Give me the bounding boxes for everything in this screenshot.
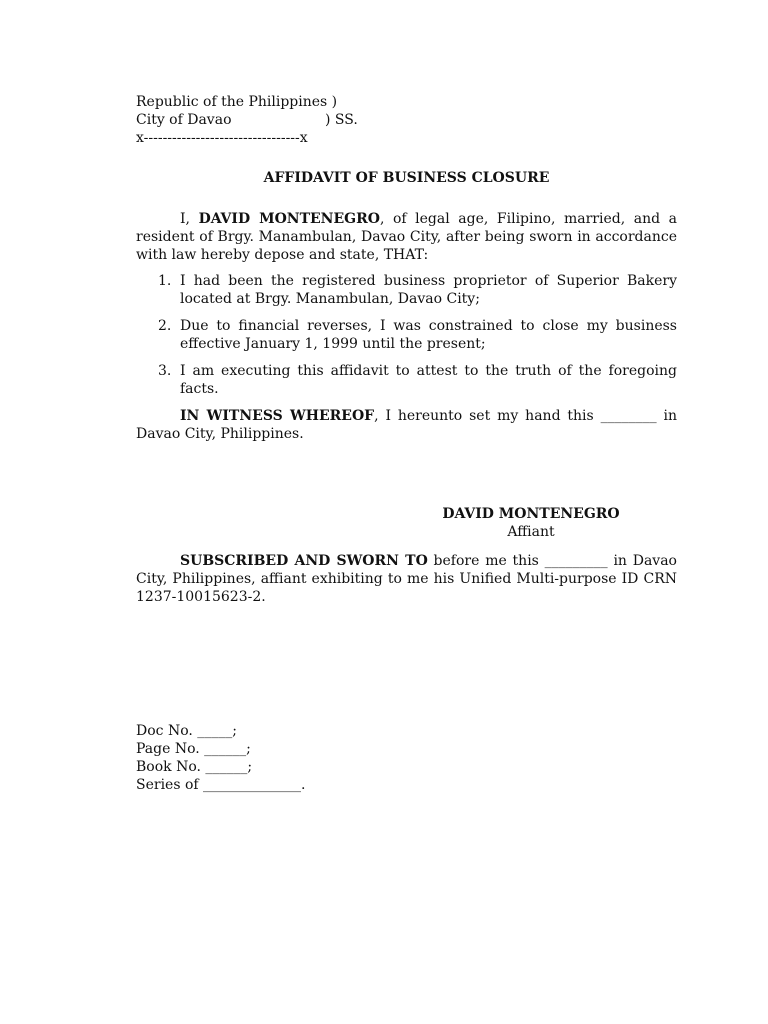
witness-heading: IN WITNESS WHEREOF xyxy=(180,408,375,424)
intro-paragraph xyxy=(136,210,677,264)
document-title: AFFIDAVIT OF BUSINESS CLOSURE xyxy=(263,170,550,186)
venue-city-row xyxy=(136,111,677,129)
fact-text: Due to financial reverses, I was constrained to close my business effective January 1, 1999 until the present; xyxy=(180,318,677,352)
venue-republic: Republic of the Philippines ) xyxy=(136,94,338,110)
notary-register xyxy=(136,722,677,794)
signature-block xyxy=(416,505,646,541)
witness-paragraph xyxy=(136,407,677,443)
venue-separator: x---------------------------------x xyxy=(136,130,308,146)
jurat-heading: SUBSCRIBED AND SWORN TO xyxy=(180,553,428,569)
fact-text: I had been the registered business proprietor of Superior Bakery located at Brgy. Manambulan, Davao City; xyxy=(180,273,677,307)
venue-ss: ) SS. xyxy=(325,112,358,128)
fact-item xyxy=(136,317,677,353)
notary-book-no: Book No. ______; xyxy=(136,759,253,775)
jurat-text: before me this _________ in Davao City, Philippines, affiant exhibiting to me his Unified Multi-purpose ID CRN 1237-10015623-2. xyxy=(136,553,677,605)
intro-prefix: I, xyxy=(180,211,199,227)
jurat-paragraph xyxy=(136,552,677,606)
notary-page-no: Page No. ______; xyxy=(136,741,251,757)
notary-series: Series of ______________. xyxy=(136,777,306,793)
signature-name: DAVID MONTENEGRO xyxy=(442,506,620,522)
intro-text: , of legal age, Filipino, married, and a resident of Brgy. Manambulan, Davao City, after being sworn in accordance with law hereby depose and state, THAT: xyxy=(136,211,677,263)
notary-doc-no: Doc No. _____; xyxy=(136,723,237,739)
witness-text: , I hereunto set my hand this ________ in Davao City, Philippines. xyxy=(136,408,677,442)
fact-item xyxy=(136,272,677,308)
fact-text: I am executing this affidavit to attest to the truth of the foregoing facts. xyxy=(180,363,677,397)
fact-number: 2. xyxy=(158,318,172,334)
venue-city: City of Davao xyxy=(136,112,232,128)
affidavit-page xyxy=(136,93,677,794)
signature-role: Affiant xyxy=(507,524,555,540)
affiant-name: DAVID MONTENEGRO xyxy=(198,211,380,227)
fact-number: 3. xyxy=(158,363,172,379)
fact-item xyxy=(136,362,677,398)
fact-number: 1. xyxy=(158,273,172,289)
facts-list xyxy=(136,272,677,398)
